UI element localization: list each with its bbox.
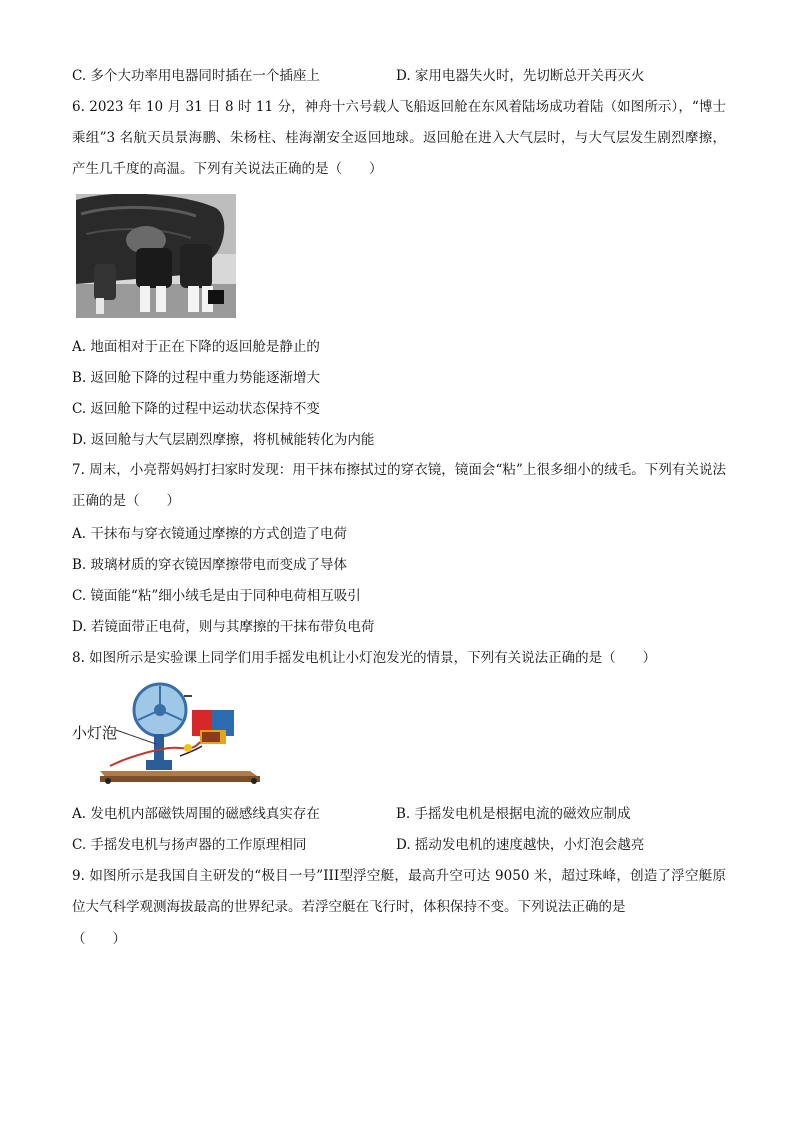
q8-option-b: B. 手摇发电机是根据电流的磁效应制成 [396, 806, 631, 822]
q8-option-c: C. 手摇发电机与扬声器的工作原理相同 [72, 837, 307, 853]
q6-option-b: B. 返回舱下降的过程中重力势能逐渐增大 [72, 370, 321, 386]
q7-option-d: D. 若镜面带正电荷，则与其摩擦的干抹布带负电荷 [72, 619, 375, 635]
q6-option-c: C. 返回舱下降的过程中运动状态保持不变 [72, 401, 320, 417]
q9-stem: 9. 如图所示是我国自主研发的“极目一号”III型浮空艇，最高升空可达 9050 米，超过珠峰，创造了浮空艇原位大气科学观测海拔最高的世界纪录。若浮空艇在飞行时，体积保持不变。下列说法正确的是 [72, 868, 726, 915]
q6-option-a: A. 地面相对于正在下降的返回舱是静止的 [72, 339, 320, 355]
q7-option-c: C. 镜面能“粘”细小绒毛是由于同种电荷相互吸引 [72, 588, 361, 604]
q7-option-b: B. 玻璃材质的穿衣镜因摩擦带电而变成了导体 [72, 557, 348, 573]
capsule-photo-graphic [76, 194, 236, 318]
q6-stem: 6. 2023 年 10 月 31 日 8 时 11 分，神舟十六号载人飞船返回舱在东风着陆场成功着陆（如图所示），“博士乘组”3 名航天员景海鹏、朱杨柱、桂海潮安全返回地球。返回舱在进入大气层时，与大气层发生剧烈摩擦，产生几千度的高温。下列有关说法正确的是（ ） [72, 99, 726, 177]
q8-option-d: D. 摇动发电机的速度越快，小灯泡会越亮 [396, 837, 645, 853]
q5-option-c: C. 多个大功率用电器同时插在一个插座上 [72, 68, 320, 84]
q8-stem: 8. 如图所示是实验课上同学们用手摇发电机让小灯泡发光的情景，下列有关说法正确的是（ ） [72, 650, 657, 666]
hand-crank-generator-figure [70, 676, 270, 788]
q9-answer-blank: （ ） [72, 931, 126, 947]
q5-option-d: D. 家用电器失火时，先切断总开关再灭火 [396, 68, 645, 84]
q7-stem: 7. 周末，小亮帮妈妈打扫家时发现：用干抹布擦拭过的穿衣镜，镜面会“粘”上很多细小的绒毛。下列有关说法正确的是（ ） [72, 462, 726, 509]
small-bulb-label: 小灯泡 [72, 724, 118, 742]
q6-option-d: D. 返回舱与大气层剧烈摩擦，将机械能转化为内能 [72, 432, 375, 448]
q8-option-a: A. 发电机内部磁铁周围的磁感线真实存在 [72, 806, 320, 822]
q7-option-a: A. 干抹布与穿衣镜通过摩擦的方式创造了电荷 [72, 526, 347, 542]
capsule-landing-photo [76, 194, 236, 318]
